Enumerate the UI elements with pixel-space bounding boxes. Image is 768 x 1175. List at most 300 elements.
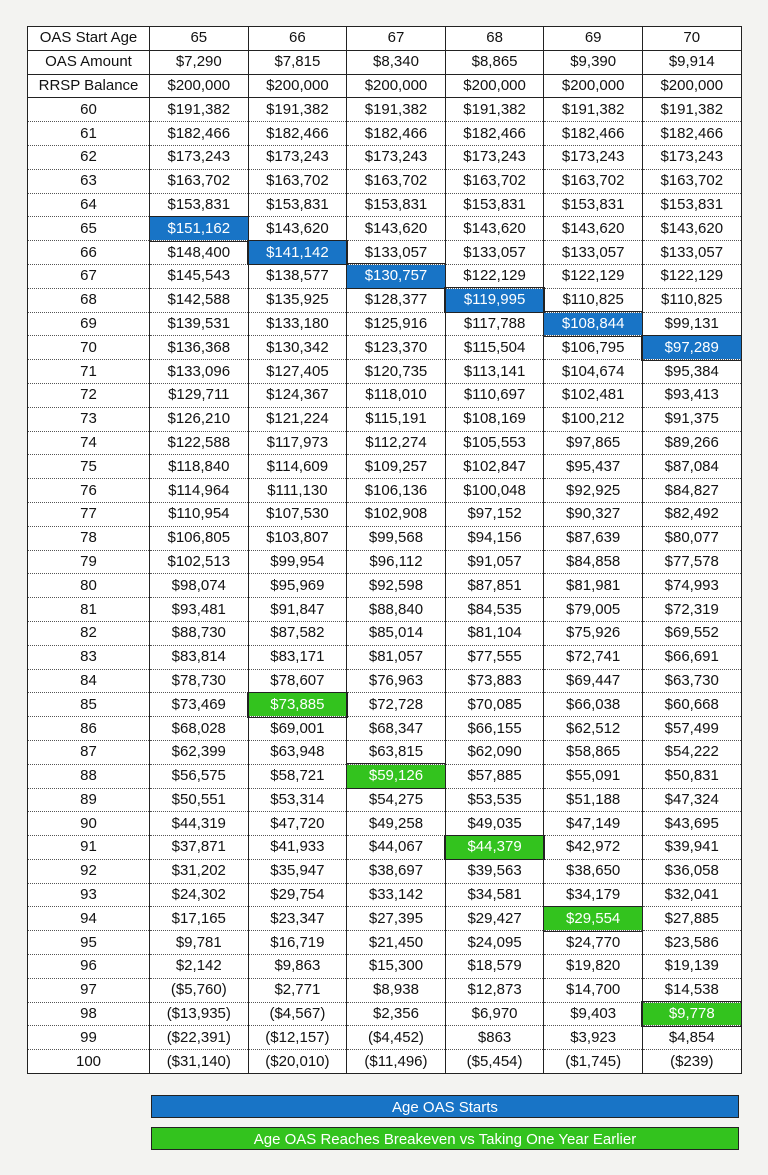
balance-cell: $102,481: [544, 383, 643, 407]
age-cell: 73: [28, 407, 150, 431]
balance-cell: ($5,760): [150, 978, 249, 1002]
age-cell: 70: [28, 336, 150, 360]
age-cell: 95: [28, 931, 150, 955]
age-cell: 96: [28, 955, 150, 979]
balance-cell: $77,555: [445, 645, 544, 669]
header-cell: $9,390: [544, 50, 643, 74]
age-cell: 89: [28, 788, 150, 812]
balance-cell: $182,466: [642, 122, 741, 146]
balance-cell: $95,969: [248, 574, 347, 598]
balance-cell: $9,863: [248, 955, 347, 979]
age-cell: 74: [28, 431, 150, 455]
table-row: [28, 621, 742, 645]
balance-cell: $93,481: [150, 598, 249, 622]
table-row: [28, 217, 742, 241]
balance-cell: $153,831: [248, 193, 347, 217]
balance-cell: $153,831: [445, 193, 544, 217]
balance-cell: $135,925: [248, 288, 347, 312]
age-cell: 62: [28, 145, 150, 169]
balance-cell: $72,741: [544, 645, 643, 669]
balance-cell: $87,582: [248, 621, 347, 645]
balance-cell: ($5,454): [445, 1050, 544, 1074]
balance-cell: $66,691: [642, 645, 741, 669]
balance-cell: $3,923: [544, 1026, 643, 1050]
balance-cell: $96,112: [347, 550, 446, 574]
balance-cell: $173,243: [347, 145, 446, 169]
balance-cell: $21,450: [347, 931, 446, 955]
balance-cell: $182,466: [150, 122, 249, 146]
balance-cell: $37,871: [150, 836, 249, 860]
age-cell: 99: [28, 1026, 150, 1050]
balance-cell: $84,827: [642, 479, 741, 503]
balance-cell: $120,735: [347, 360, 446, 384]
table-row: [28, 145, 742, 169]
table-row: [28, 788, 742, 812]
row-label: OAS Start Age: [28, 27, 150, 51]
balance-cell: $863: [445, 1026, 544, 1050]
balance-cell: $109,257: [347, 455, 446, 479]
balance-cell: $14,538: [642, 978, 741, 1002]
balance-cell: $106,136: [347, 479, 446, 503]
balance-cell: $90,327: [544, 502, 643, 526]
age-cell: 94: [28, 907, 150, 931]
balance-cell: $34,581: [445, 883, 544, 907]
table-row: [28, 241, 742, 265]
balance-cell: $29,754: [248, 883, 347, 907]
balance-cell: $92,598: [347, 574, 446, 598]
age-cell: 68: [28, 288, 150, 312]
table-row: [28, 1050, 742, 1074]
balance-cell: $77,578: [642, 550, 741, 574]
balance-cell: $191,382: [347, 98, 446, 122]
balance-cell: $54,275: [347, 788, 446, 812]
table-row: [28, 669, 742, 693]
table-row: [28, 598, 742, 622]
balance-cell: $122,129: [642, 264, 741, 288]
balance-cell: $153,831: [150, 193, 249, 217]
balance-cell: $72,728: [347, 693, 446, 717]
balance-cell: $143,620: [248, 217, 347, 241]
balance-cell: $19,139: [642, 955, 741, 979]
balance-cell: $106,795: [544, 336, 643, 360]
balance-cell: $163,702: [347, 169, 446, 193]
balance-cell: $9,781: [150, 931, 249, 955]
balance-cell: $191,382: [150, 98, 249, 122]
balance-cell: ($4,567): [248, 1002, 347, 1026]
balance-cell: $47,720: [248, 812, 347, 836]
table-row: [28, 550, 742, 574]
balance-cell: $124,367: [248, 383, 347, 407]
balance-cell: $182,466: [544, 122, 643, 146]
header-cell: $200,000: [248, 74, 347, 98]
table-row: [28, 502, 742, 526]
table-row: [28, 526, 742, 550]
balance-cell: $57,885: [445, 764, 544, 788]
balance-cell: $14,700: [544, 978, 643, 1002]
balance-cell: $33,142: [347, 883, 446, 907]
table-row: [28, 479, 742, 503]
oas-start-cell: $108,844: [544, 312, 643, 336]
table-row: [28, 574, 742, 598]
balance-cell: $50,831: [642, 764, 741, 788]
balance-cell: $153,831: [642, 193, 741, 217]
table-body: [28, 27, 742, 1074]
balance-cell: $88,730: [150, 621, 249, 645]
age-cell: 77: [28, 502, 150, 526]
table-row: [28, 98, 742, 122]
balance-cell: $35,947: [248, 859, 347, 883]
table-row: [28, 907, 742, 931]
header-cell: 66: [248, 27, 347, 51]
age-cell: 71: [28, 360, 150, 384]
breakeven-cell: $9,778: [642, 1002, 741, 1026]
balance-cell: ($1,745): [544, 1050, 643, 1074]
balance-cell: $173,243: [544, 145, 643, 169]
balance-cell: $50,551: [150, 788, 249, 812]
table-row: [28, 407, 742, 431]
balance-cell: $73,469: [150, 693, 249, 717]
balance-cell: $91,375: [642, 407, 741, 431]
balance-cell: $173,243: [248, 145, 347, 169]
balance-cell: $69,001: [248, 717, 347, 741]
header-cell: 68: [445, 27, 544, 51]
balance-cell: $79,005: [544, 598, 643, 622]
balance-cell: $121,224: [248, 407, 347, 431]
balance-cell: ($13,935): [150, 1002, 249, 1026]
balance-cell: $110,697: [445, 383, 544, 407]
balance-cell: $95,437: [544, 455, 643, 479]
balance-cell: $31,202: [150, 859, 249, 883]
table-row: [28, 169, 742, 193]
balance-cell: $66,038: [544, 693, 643, 717]
table-row: [28, 193, 742, 217]
balance-cell: $191,382: [445, 98, 544, 122]
table-row: [28, 455, 742, 479]
balance-cell: $76,963: [347, 669, 446, 693]
balance-cell: $75,926: [544, 621, 643, 645]
age-cell: 86: [28, 717, 150, 741]
balance-cell: $133,057: [347, 241, 446, 265]
header-cell: 65: [150, 27, 249, 51]
header-cell: $200,000: [150, 74, 249, 98]
balance-cell: $36,058: [642, 859, 741, 883]
header-cell: $8,340: [347, 50, 446, 74]
balance-cell: $136,368: [150, 336, 249, 360]
balance-cell: $191,382: [642, 98, 741, 122]
balance-cell: $143,620: [642, 217, 741, 241]
header-cell: 67: [347, 27, 446, 51]
balance-cell: $128,377: [347, 288, 446, 312]
age-cell: 83: [28, 645, 150, 669]
balance-cell: $99,568: [347, 526, 446, 550]
balance-cell: ($11,496): [347, 1050, 446, 1074]
balance-cell: $80,077: [642, 526, 741, 550]
table-row: [28, 383, 742, 407]
balance-cell: $182,466: [445, 122, 544, 146]
balance-cell: $42,972: [544, 836, 643, 860]
balance-cell: $51,188: [544, 788, 643, 812]
header-row: [28, 27, 742, 51]
balance-cell: $24,302: [150, 883, 249, 907]
balance-cell: $68,347: [347, 717, 446, 741]
balance-cell: $191,382: [544, 98, 643, 122]
balance-cell: $163,702: [544, 169, 643, 193]
balance-cell: $133,057: [445, 241, 544, 265]
balance-cell: $57,499: [642, 717, 741, 741]
balance-cell: $103,807: [248, 526, 347, 550]
balance-cell: $130,342: [248, 336, 347, 360]
balance-cell: $108,169: [445, 407, 544, 431]
balance-cell: $74,993: [642, 574, 741, 598]
header-cell: $7,290: [150, 50, 249, 74]
balance-cell: ($31,140): [150, 1050, 249, 1074]
oas-start-cell: $151,162: [150, 217, 249, 241]
age-cell: 78: [28, 526, 150, 550]
age-cell: 82: [28, 621, 150, 645]
balance-cell: $89,266: [642, 431, 741, 455]
table-row: [28, 955, 742, 979]
balance-cell: $53,314: [248, 788, 347, 812]
table-row: [28, 717, 742, 741]
age-cell: 75: [28, 455, 150, 479]
balance-cell: $38,697: [347, 859, 446, 883]
oas-start-cell: $97,289: [642, 336, 741, 360]
balance-cell: $139,531: [150, 312, 249, 336]
age-cell: 87: [28, 740, 150, 764]
table-row: [28, 264, 742, 288]
balance-cell: $92,925: [544, 479, 643, 503]
balance-cell: $44,319: [150, 812, 249, 836]
table-row: [28, 288, 742, 312]
balance-cell: $111,130: [248, 479, 347, 503]
oas-rrsp-balance-table: [27, 26, 742, 1074]
balance-cell: $29,427: [445, 907, 544, 931]
table-row: [28, 122, 742, 146]
balance-cell: $102,847: [445, 455, 544, 479]
breakeven-cell: $44,379: [445, 836, 544, 860]
balance-cell: $63,815: [347, 740, 446, 764]
balance-cell: $143,620: [347, 217, 446, 241]
balance-cell: $47,149: [544, 812, 643, 836]
balance-cell: $24,770: [544, 931, 643, 955]
balance-cell: $163,702: [642, 169, 741, 193]
oas-start-cell: $119,995: [445, 288, 544, 312]
age-cell: 76: [28, 479, 150, 503]
balance-cell: $32,041: [642, 883, 741, 907]
balance-cell: $63,948: [248, 740, 347, 764]
age-cell: 90: [28, 812, 150, 836]
table-row: [28, 360, 742, 384]
table-row: [28, 931, 742, 955]
legend-breakeven: Age OAS Reaches Breakeven vs Taking One Year Earlier: [151, 1127, 739, 1150]
balance-cell: $60,668: [642, 693, 741, 717]
balance-cell: $16,719: [248, 931, 347, 955]
table-row: [28, 836, 742, 860]
balance-cell: $100,048: [445, 479, 544, 503]
table-row: [28, 883, 742, 907]
balance-cell: $9,403: [544, 1002, 643, 1026]
balance-cell: $173,243: [445, 145, 544, 169]
balance-cell: $143,620: [445, 217, 544, 241]
balance-cell: $122,588: [150, 431, 249, 455]
balance-cell: $113,141: [445, 360, 544, 384]
balance-cell: $93,413: [642, 383, 741, 407]
balance-cell: $94,156: [445, 526, 544, 550]
balance-cell: $81,104: [445, 621, 544, 645]
balance-cell: $55,091: [544, 764, 643, 788]
balance-cell: $69,552: [642, 621, 741, 645]
table-row: [28, 693, 742, 717]
age-cell: 92: [28, 859, 150, 883]
balance-cell: $153,831: [544, 193, 643, 217]
balance-cell: $54,222: [642, 740, 741, 764]
balance-cell: $47,324: [642, 788, 741, 812]
breakeven-cell: $59,126: [347, 764, 446, 788]
balance-cell: $78,607: [248, 669, 347, 693]
balance-cell: $107,530: [248, 502, 347, 526]
balance-cell: $39,563: [445, 859, 544, 883]
table-row: [28, 645, 742, 669]
row-label: OAS Amount: [28, 50, 150, 74]
age-cell: 66: [28, 241, 150, 265]
balance-cell: $49,258: [347, 812, 446, 836]
balance-cell: $66,155: [445, 717, 544, 741]
balance-cell: $88,840: [347, 598, 446, 622]
balance-cell: $118,840: [150, 455, 249, 479]
balance-cell: $81,057: [347, 645, 446, 669]
balance-cell: $23,586: [642, 931, 741, 955]
balance-cell: $99,954: [248, 550, 347, 574]
balance-cell: $91,847: [248, 598, 347, 622]
age-cell: 100: [28, 1050, 150, 1074]
balance-cell: ($22,391): [150, 1026, 249, 1050]
balance-cell: $84,858: [544, 550, 643, 574]
balance-cell: $87,639: [544, 526, 643, 550]
balance-cell: $4,854: [642, 1026, 741, 1050]
balance-cell: ($20,010): [248, 1050, 347, 1074]
header-cell: 69: [544, 27, 643, 51]
balance-cell: $56,575: [150, 764, 249, 788]
balance-cell: $62,512: [544, 717, 643, 741]
header-cell: $200,000: [544, 74, 643, 98]
age-cell: 61: [28, 122, 150, 146]
balance-cell: $49,035: [445, 812, 544, 836]
table-row: [28, 812, 742, 836]
balance-cell: $191,382: [248, 98, 347, 122]
balance-cell: $12,873: [445, 978, 544, 1002]
balance-cell: $115,191: [347, 407, 446, 431]
balance-cell: $69,447: [544, 669, 643, 693]
age-cell: 93: [28, 883, 150, 907]
balance-cell: $8,938: [347, 978, 446, 1002]
age-cell: 65: [28, 217, 150, 241]
age-cell: 81: [28, 598, 150, 622]
balance-cell: $182,466: [347, 122, 446, 146]
balance-cell: $17,165: [150, 907, 249, 931]
balance-cell: $41,933: [248, 836, 347, 860]
header-row: [28, 50, 742, 74]
balance-cell: $115,504: [445, 336, 544, 360]
balance-cell: $127,405: [248, 360, 347, 384]
balance-cell: $118,010: [347, 383, 446, 407]
balance-cell: ($12,157): [248, 1026, 347, 1050]
table-row: [28, 1026, 742, 1050]
age-cell: 84: [28, 669, 150, 693]
table-row: [28, 764, 742, 788]
balance-cell: $24,095: [445, 931, 544, 955]
balance-cell: $2,142: [150, 955, 249, 979]
balance-cell: $129,711: [150, 383, 249, 407]
balance-cell: $110,825: [642, 288, 741, 312]
balance-cell: $182,466: [248, 122, 347, 146]
balance-cell: $106,805: [150, 526, 249, 550]
balance-cell: $100,212: [544, 407, 643, 431]
balance-cell: $142,588: [150, 288, 249, 312]
balance-cell: ($239): [642, 1050, 741, 1074]
balance-cell: $143,620: [544, 217, 643, 241]
breakeven-cell: $73,885: [248, 693, 347, 717]
age-cell: 97: [28, 978, 150, 1002]
balance-cell: $138,577: [248, 264, 347, 288]
balance-cell: $105,553: [445, 431, 544, 455]
header-cell: $7,815: [248, 50, 347, 74]
balance-cell: $82,492: [642, 502, 741, 526]
balance-cell: $173,243: [642, 145, 741, 169]
balance-cell: $117,788: [445, 312, 544, 336]
age-cell: 60: [28, 98, 150, 122]
balance-cell: $72,319: [642, 598, 741, 622]
age-cell: 79: [28, 550, 150, 574]
balance-cell: $70,085: [445, 693, 544, 717]
balance-cell: $102,513: [150, 550, 249, 574]
balance-cell: $58,721: [248, 764, 347, 788]
balance-cell: $44,067: [347, 836, 446, 860]
balance-cell: $148,400: [150, 241, 249, 265]
balance-cell: $18,579: [445, 955, 544, 979]
header-cell: $200,000: [445, 74, 544, 98]
balance-cell: $84,535: [445, 598, 544, 622]
header-row: [28, 74, 742, 98]
balance-cell: $83,171: [248, 645, 347, 669]
header-cell: $9,914: [642, 50, 741, 74]
balance-cell: $62,090: [445, 740, 544, 764]
balance-cell: $133,057: [544, 241, 643, 265]
age-cell: 64: [28, 193, 150, 217]
balance-cell: $112,274: [347, 431, 446, 455]
balance-cell: $27,395: [347, 907, 446, 931]
balance-cell: $95,384: [642, 360, 741, 384]
balance-cell: $87,084: [642, 455, 741, 479]
balance-cell: $122,129: [445, 264, 544, 288]
balance-cell: $81,981: [544, 574, 643, 598]
balance-cell: ($4,452): [347, 1026, 446, 1050]
balance-cell: $110,825: [544, 288, 643, 312]
header-cell: $8,865: [445, 50, 544, 74]
balance-cell: $163,702: [150, 169, 249, 193]
table-row: [28, 859, 742, 883]
age-cell: 85: [28, 693, 150, 717]
balance-cell: $145,543: [150, 264, 249, 288]
header-cell: 70: [642, 27, 741, 51]
balance-cell: $38,650: [544, 859, 643, 883]
balance-cell: $133,096: [150, 360, 249, 384]
balance-cell: $23,347: [248, 907, 347, 931]
breakeven-cell: $29,554: [544, 907, 643, 931]
balance-cell: $78,730: [150, 669, 249, 693]
balance-cell: $53,535: [445, 788, 544, 812]
balance-cell: $99,131: [642, 312, 741, 336]
balance-cell: $62,399: [150, 740, 249, 764]
